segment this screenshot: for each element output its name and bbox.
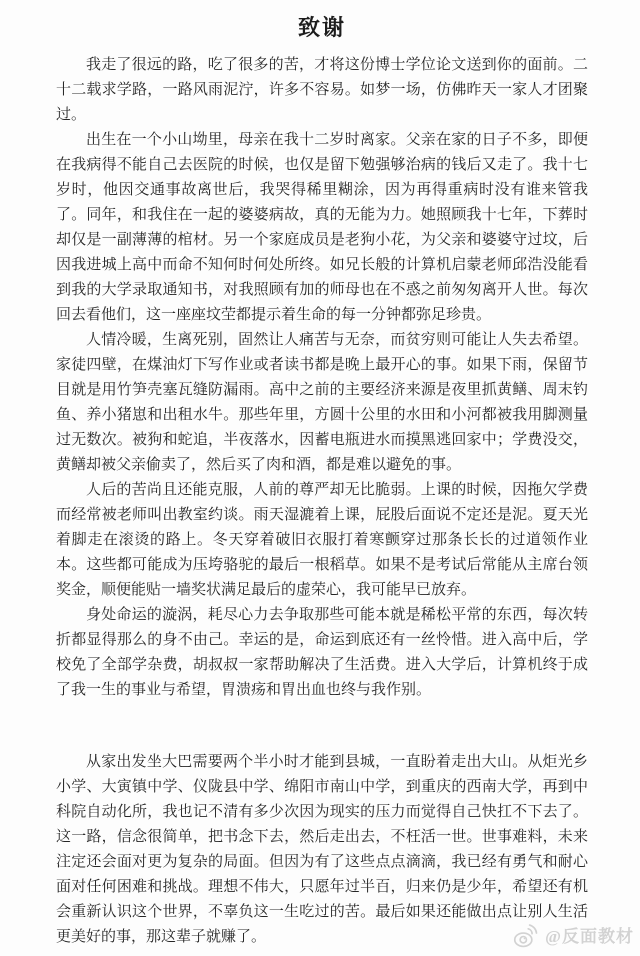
- paragraph-6: 从家出发坐大巴需要两个半小时才能到县城，一直盼着走出大山。从炬光乡小学、大寅镇中学、仪陇县中学、绵阳市南山中学，到重庆的西南大学，再到中科院自动化所，我也记不清有多少次因为现实的压力而觉得自己快扛不下去了。这一路，信念很简单，把书念下去，然后走出去，不枉活一世。世事难料，未来注定还会面对更为复杂的局面。但因为有了这些点点滴滴，我已经有勇气和耐心面对任何困难和挑战。理想不伟大，只愿年过半百，归来仍是少年，希望还有机会重新认识这个世界，不辜负这一生吃过的苦。最后如果还能做出点让别人生活更美好的事，那这辈子就赚了。: [56, 754, 588, 945]
- document-title: 致谢: [297, 15, 346, 40]
- paragraph-4: 人后的苦尚且还能克服，人前的尊严却无比脆弱。上课的时候，因拖欠学费而经常被老师叫出教室约谈。雨天湿漉着上课，屁股后面说不定还是泥。夏天光着脚走在滚烫的路上。冬天穿着破旧衣服打着寒颤穿过那条长长的过道领作业本。这些都可能成为压垮骆驼的最后一根稻草。如果不是考试后常能从主席台领奖金，顺便能贴一墙奖状满足最后的虚荣心，我可能早已放弃。: [56, 482, 588, 598]
- watermark-handle: @反面教材: [545, 926, 634, 946]
- paragraph-5: 身处命运的漩涡，耗尽心力去争取那些可能本就是稀松平常的东西，每次转折都显得那么的身不由己。幸运的是，命运到底还有一丝怜惜。进入高中后，学校免了全部学杂费，胡叔叔一家帮助解决了生活费。进入大学后，计算机终于成了我一生的事业与希望，胃溃疡和胃出血也终与我作别。: [56, 607, 588, 698]
- watermark: [512, 923, 634, 949]
- paragraph-3: 人情冷暖，生离死别，固然让人痛苦与无奈，而贫穷则可能让人失去希望。家徒四壁，在煤油灯下写作业或者读书都是晚上最开心的事。如果下雨，保留节目就是用竹笋壳塞瓦缝防漏雨。高中之前的主要经济来源是夜里抓黄鳝、周末钓鱼、养小猪崽和出租水牛。那些年里，方圆十公里的水田和小河都被我用脚测量过无数次。被狗和蛇追，半夜落水，因蓄电瓶进水而摸黑逃回家中；学费没交，黄鳝却被父亲偷卖了，然后买了肉和酒，都是难以避免的事。: [56, 332, 588, 473]
- weibo-icon: [512, 923, 542, 949]
- paragraph-1: 我走了很远的路，吃了很多的苦，才将这份博士学位论文送到你的面前。二十二载求学路，一路风雨泥泞，许多不容易。如梦一场，仿佛昨天一家人才团聚过。: [56, 57, 588, 123]
- paragraph-2: 出生在一个小山坳里，母亲在我十二岁时离家。父亲在家的日子不多，即便在我病得不能自己去医院的时候，也仅是留下勉强够治病的钱后又走了。我十七岁时，他因交通事故离世后，我哭得稀里糊涂，因为再得重病时没有谁来管我了。同年，和我住在一起的婆婆病故，真的无能为力。她照顾我十七年，下葬时却仅是一副薄薄的棺材。另一个家庭成员是老狗小花，为父亲和婆婆守过坟，后因我进城上高中而命不知何时何处所终。如兄长般的计算机启蒙老师邱浩没能看到我的大学录取通知书，对我照顾有加的师母也在不惑之前匆匆离开人世。每次回去看他们，这一座座坟茔都提示着生命的每一分钟都弥足珍贵。: [56, 132, 588, 323]
